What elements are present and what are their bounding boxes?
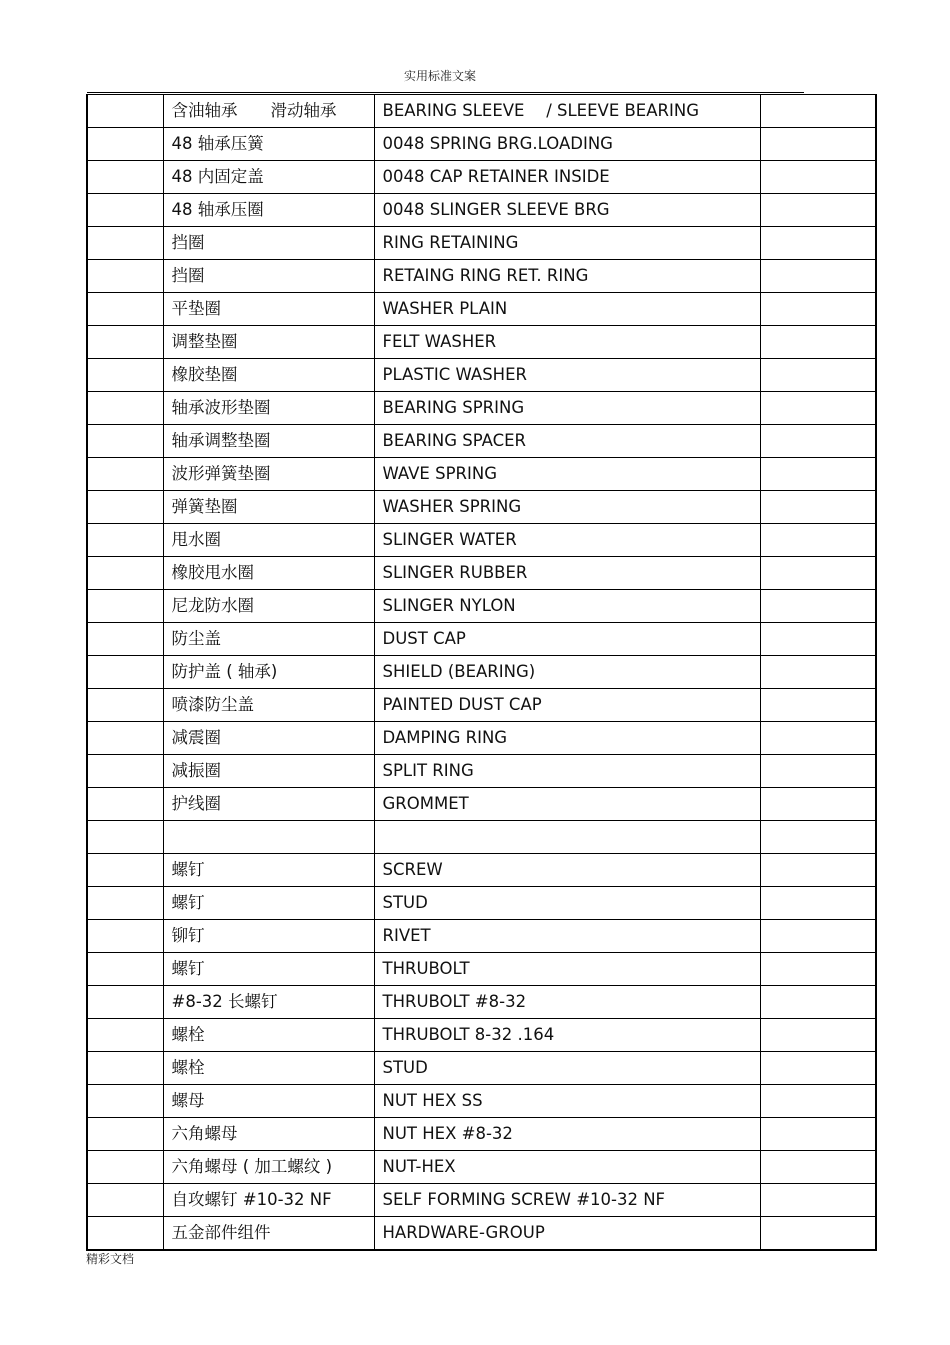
english-term-cell: THRUBOLT #8-32 — [374, 986, 760, 1019]
chinese-term-cell: 甩水圈 — [163, 524, 374, 557]
notes-cell — [760, 986, 876, 1019]
notes-cell — [760, 953, 876, 986]
english-term-cell: DAMPING RING — [374, 722, 760, 755]
chinese-term-cell — [163, 821, 374, 854]
english-term-cell: NUT HEX SS — [374, 1085, 760, 1118]
notes-cell — [760, 194, 876, 227]
notes-cell — [760, 590, 876, 623]
notes-cell — [760, 227, 876, 260]
notes-cell — [760, 689, 876, 722]
notes-cell — [760, 392, 876, 425]
header-rule — [87, 92, 804, 93]
index-cell — [87, 425, 163, 458]
english-term-cell: RING RETAINING — [374, 227, 760, 260]
chinese-term-cell: 减振圈 — [163, 755, 374, 788]
notes-cell — [760, 1217, 876, 1251]
table-row — [87, 788, 876, 821]
notes-cell — [760, 623, 876, 656]
index-cell — [87, 623, 163, 656]
index-cell — [87, 986, 163, 1019]
index-cell — [87, 1085, 163, 1118]
chinese-term-cell: 挡圈 — [163, 260, 374, 293]
notes-cell — [760, 425, 876, 458]
english-term-cell: GROMMET — [374, 788, 760, 821]
notes-cell — [760, 821, 876, 854]
table-row — [87, 986, 876, 1019]
chinese-term-cell: 防护盖 ( 轴承) — [163, 656, 374, 689]
notes-cell — [760, 1151, 876, 1184]
table-row — [87, 1118, 876, 1151]
table-row — [87, 425, 876, 458]
index-cell — [87, 1019, 163, 1052]
chinese-term-cell: 螺钉 — [163, 854, 374, 887]
notes-cell — [760, 1118, 876, 1151]
table-row — [87, 887, 876, 920]
index-cell — [87, 1217, 163, 1251]
table-row — [87, 1217, 876, 1251]
chinese-term-cell: 减震圈 — [163, 722, 374, 755]
table-row — [87, 689, 876, 722]
table-row — [87, 524, 876, 557]
index-cell — [87, 788, 163, 821]
notes-cell — [760, 95, 876, 128]
chinese-term-cell: 铆钉 — [163, 920, 374, 953]
chinese-term-cell: 轴承调整垫圈 — [163, 425, 374, 458]
table-row — [87, 722, 876, 755]
index-cell — [87, 821, 163, 854]
index-cell — [87, 227, 163, 260]
table-row — [87, 359, 876, 392]
table-row — [87, 755, 876, 788]
index-cell — [87, 326, 163, 359]
english-term-cell: PLASTIC WASHER — [374, 359, 760, 392]
table-row — [87, 293, 876, 326]
chinese-term-cell: #8-32 长螺钉 — [163, 986, 374, 1019]
notes-cell — [760, 161, 876, 194]
index-cell — [87, 194, 163, 227]
table-row — [87, 1052, 876, 1085]
english-term-cell: SHIELD (BEARING) — [374, 656, 760, 689]
chinese-term-cell: 螺钉 — [163, 887, 374, 920]
table-row — [87, 260, 876, 293]
table-row — [87, 458, 876, 491]
index-cell — [87, 1151, 163, 1184]
table-row — [87, 623, 876, 656]
index-cell — [87, 128, 163, 161]
notes-cell — [760, 524, 876, 557]
chinese-term-cell: 48 轴承压圈 — [163, 194, 374, 227]
table-row — [87, 821, 876, 854]
index-cell — [87, 293, 163, 326]
english-term-cell: 0048 SLINGER SLEEVE BRG — [374, 194, 760, 227]
english-term-cell: BEARING SLEEVE / SLEEVE BEARING — [374, 95, 760, 128]
index-cell — [87, 953, 163, 986]
english-term-cell: WASHER SPRING — [374, 491, 760, 524]
english-term-cell: BEARING SPRING — [374, 392, 760, 425]
index-cell — [87, 656, 163, 689]
chinese-term-cell: 护线圈 — [163, 788, 374, 821]
chinese-term-cell: 喷漆防尘盖 — [163, 689, 374, 722]
notes-cell — [760, 260, 876, 293]
table-row — [87, 1151, 876, 1184]
english-term-cell: WASHER PLAIN — [374, 293, 760, 326]
notes-cell — [760, 128, 876, 161]
table-row — [87, 194, 876, 227]
chinese-term-cell: 含油轴承 滑动轴承 — [163, 95, 374, 128]
table-row — [87, 491, 876, 524]
english-term-cell: WAVE SPRING — [374, 458, 760, 491]
table-row — [87, 1184, 876, 1217]
parts-glossary-table — [86, 94, 877, 1251]
page-header: 实用标准文案 — [403, 69, 476, 83]
chinese-term-cell: 螺栓 — [163, 1052, 374, 1085]
table-row — [87, 590, 876, 623]
table-row — [87, 854, 876, 887]
table-row — [87, 1019, 876, 1052]
english-term-cell: SPLIT RING — [374, 755, 760, 788]
table-row — [87, 392, 876, 425]
english-term-cell: STUD — [374, 887, 760, 920]
notes-cell — [760, 920, 876, 953]
page-footer: 精彩文档 — [86, 1252, 135, 1266]
english-term-cell: RETAING RING RET. RING — [374, 260, 760, 293]
notes-cell — [760, 1085, 876, 1118]
table-row — [87, 656, 876, 689]
chinese-term-cell: 调整垫圈 — [163, 326, 374, 359]
chinese-term-cell: 波形弹簧垫圈 — [163, 458, 374, 491]
english-term-cell: SCREW — [374, 854, 760, 887]
index-cell — [87, 95, 163, 128]
table-row — [87, 326, 876, 359]
english-term-cell: SLINGER NYLON — [374, 590, 760, 623]
english-term-cell: 0048 SPRING BRG.LOADING — [374, 128, 760, 161]
chinese-term-cell: 弹簧垫圈 — [163, 491, 374, 524]
glossary-body — [87, 95, 876, 1251]
index-cell — [87, 491, 163, 524]
english-term-cell: 0048 CAP RETAINER INSIDE — [374, 161, 760, 194]
english-term-cell: SELF FORMING SCREW #10-32 NF — [374, 1184, 760, 1217]
table-row — [87, 920, 876, 953]
english-term-cell: THRUBOLT — [374, 953, 760, 986]
table-row — [87, 953, 876, 986]
index-cell — [87, 755, 163, 788]
chinese-term-cell: 橡胶垫圈 — [163, 359, 374, 392]
notes-cell — [760, 1052, 876, 1085]
table-row — [87, 95, 876, 128]
notes-cell — [760, 788, 876, 821]
index-cell — [87, 161, 163, 194]
chinese-term-cell: 48 轴承压簧 — [163, 128, 374, 161]
chinese-term-cell: 平垫圈 — [163, 293, 374, 326]
table-row — [87, 161, 876, 194]
index-cell — [87, 260, 163, 293]
index-cell — [87, 557, 163, 590]
table-row — [87, 128, 876, 161]
english-term-cell: STUD — [374, 1052, 760, 1085]
notes-cell — [760, 1019, 876, 1052]
english-term-cell: HARDWARE-GROUP — [374, 1217, 760, 1251]
english-term-cell: NUT HEX #8-32 — [374, 1118, 760, 1151]
notes-cell — [760, 293, 876, 326]
table-row — [87, 1085, 876, 1118]
english-term-cell — [374, 821, 760, 854]
index-cell — [87, 722, 163, 755]
chinese-term-cell: 48 内固定盖 — [163, 161, 374, 194]
english-term-cell: PAINTED DUST CAP — [374, 689, 760, 722]
notes-cell — [760, 1184, 876, 1217]
index-cell — [87, 1184, 163, 1217]
chinese-term-cell: 螺栓 — [163, 1019, 374, 1052]
english-term-cell: RIVET — [374, 920, 760, 953]
notes-cell — [760, 656, 876, 689]
index-cell — [87, 1052, 163, 1085]
index-cell — [87, 392, 163, 425]
notes-cell — [760, 887, 876, 920]
chinese-term-cell: 六角螺母 ( 加工螺纹 ) — [163, 1151, 374, 1184]
index-cell — [87, 359, 163, 392]
english-term-cell: BEARING SPACER — [374, 425, 760, 458]
english-term-cell: SLINGER WATER — [374, 524, 760, 557]
english-term-cell: DUST CAP — [374, 623, 760, 656]
index-cell — [87, 458, 163, 491]
index-cell — [87, 689, 163, 722]
chinese-term-cell: 尼龙防水圈 — [163, 590, 374, 623]
index-cell — [87, 887, 163, 920]
index-cell — [87, 1118, 163, 1151]
notes-cell — [760, 854, 876, 887]
chinese-term-cell: 橡胶甩水圈 — [163, 557, 374, 590]
notes-cell — [760, 359, 876, 392]
chinese-term-cell: 自攻螺钉 #10-32 NF — [163, 1184, 374, 1217]
chinese-term-cell: 螺钉 — [163, 953, 374, 986]
english-term-cell: THRUBOLT 8-32 .164 — [374, 1019, 760, 1052]
english-term-cell: NUT-HEX — [374, 1151, 760, 1184]
english-term-cell: FELT WASHER — [374, 326, 760, 359]
index-cell — [87, 524, 163, 557]
notes-cell — [760, 722, 876, 755]
chinese-term-cell: 轴承波形垫圈 — [163, 392, 374, 425]
notes-cell — [760, 326, 876, 359]
chinese-term-cell: 五金部件组件 — [163, 1217, 374, 1251]
chinese-term-cell: 挡圈 — [163, 227, 374, 260]
index-cell — [87, 920, 163, 953]
notes-cell — [760, 755, 876, 788]
table-row — [87, 557, 876, 590]
english-term-cell: SLINGER RUBBER — [374, 557, 760, 590]
notes-cell — [760, 491, 876, 524]
chinese-term-cell: 螺母 — [163, 1085, 374, 1118]
chinese-term-cell: 防尘盖 — [163, 623, 374, 656]
table-row — [87, 227, 876, 260]
index-cell — [87, 854, 163, 887]
notes-cell — [760, 458, 876, 491]
chinese-term-cell: 六角螺母 — [163, 1118, 374, 1151]
index-cell — [87, 590, 163, 623]
notes-cell — [760, 557, 876, 590]
